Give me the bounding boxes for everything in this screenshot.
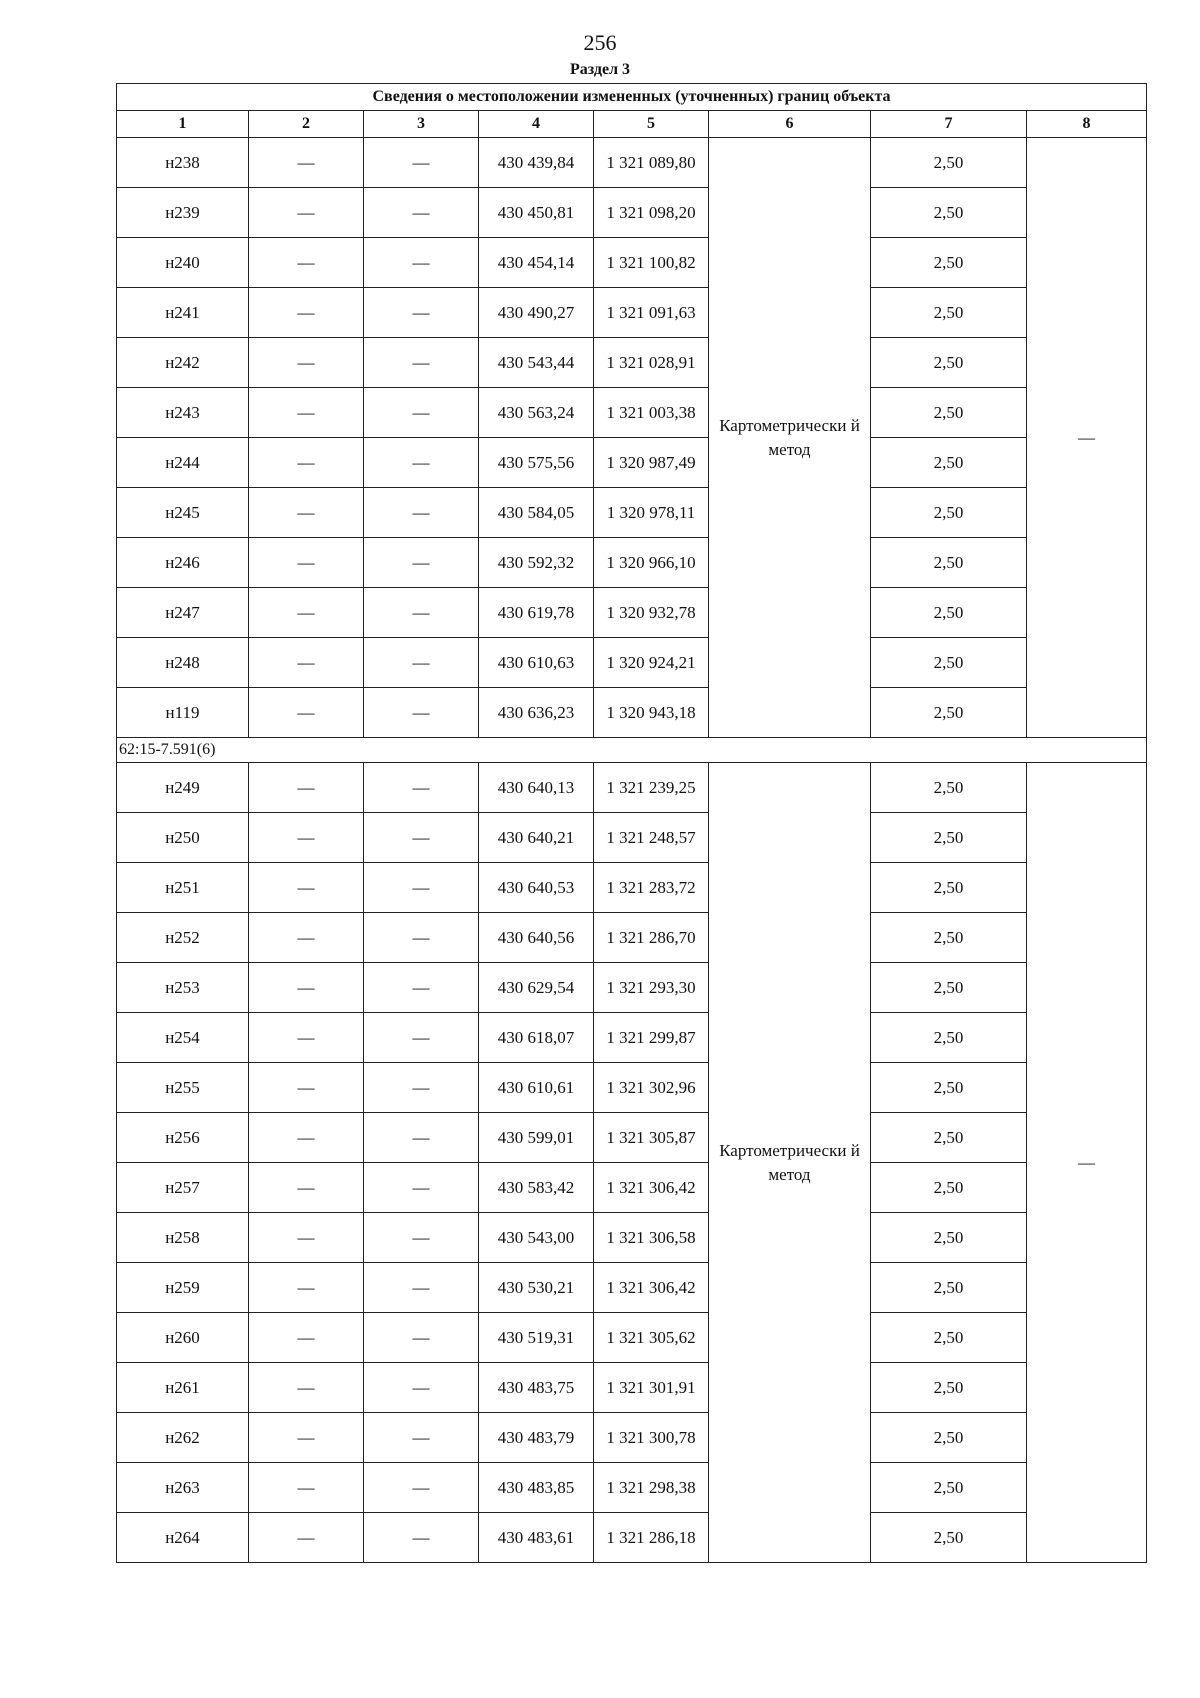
y-coordinate-cell: 1 321 239,25 [594,763,709,813]
x-coordinate-cell: 430 483,79 [479,1413,594,1463]
x-coordinate-cell: 430 599,01 [479,1113,594,1163]
method-cell: Картометрически й метод [709,763,871,1563]
accuracy-cell: 2,50 [871,538,1027,588]
x-coordinate-cell: 430 640,56 [479,913,594,963]
y-coordinate-cell: 1 321 248,57 [594,813,709,863]
column-2-cell: — [249,338,364,388]
column-2-cell: — [249,1413,364,1463]
accuracy-cell: 2,50 [871,588,1027,638]
x-coordinate-cell: 430 454,14 [479,238,594,288]
table-row [117,1513,1147,1563]
accuracy-cell: 2,50 [871,813,1027,863]
x-coordinate-cell: 430 530,21 [479,1263,594,1313]
x-coordinate-cell: 430 629,54 [479,963,594,1013]
accuracy-cell: 2,50 [871,913,1027,963]
section-title: Раздел 3 [569,61,631,78]
accuracy-cell: 2,50 [871,863,1027,913]
column-header: 7 [871,111,1027,138]
y-coordinate-cell: 1 321 028,91 [594,338,709,388]
column-2-cell: — [249,1113,364,1163]
column-2-cell: — [249,1363,364,1413]
x-coordinate-cell: 430 483,85 [479,1463,594,1513]
x-coordinate-cell: 430 610,61 [479,1063,594,1113]
column-3-cell: — [364,138,479,188]
y-coordinate-cell: 1 321 089,80 [594,138,709,188]
point-id-cell: н238 [117,138,249,188]
column-3-cell: — [364,488,479,538]
column-2-cell: — [249,1163,364,1213]
accuracy-cell: 2,50 [871,438,1027,488]
point-id-cell: н264 [117,1513,249,1563]
column-2-cell: — [249,813,364,863]
point-id-cell: н248 [117,638,249,688]
table-row [117,588,1147,638]
point-id-cell: н263 [117,1463,249,1513]
column-3-cell: — [364,388,479,438]
accuracy-cell: 2,50 [871,288,1027,338]
accuracy-cell: 2,50 [871,1413,1027,1463]
column-2-cell: — [249,138,364,188]
column-2-cell: — [249,288,364,338]
column-2-cell: — [249,863,364,913]
table-row [117,288,1147,338]
x-coordinate-cell: 430 583,42 [479,1163,594,1213]
column-3-cell: — [364,1263,479,1313]
point-id-cell: н260 [117,1313,249,1363]
table-row [117,338,1147,388]
point-id-cell: н252 [117,913,249,963]
column-2-cell: — [249,238,364,288]
y-coordinate-cell: 1 321 306,42 [594,1163,709,1213]
table-row [117,238,1147,288]
column-3-cell: — [364,1413,479,1463]
table-row [117,1213,1147,1263]
x-coordinate-cell: 430 543,44 [479,338,594,388]
boundary-table [116,83,1147,1563]
table-row [117,813,1147,863]
y-coordinate-cell: 1 320 978,11 [594,488,709,538]
table-row [117,1363,1147,1413]
column-3-cell: — [364,438,479,488]
accuracy-cell: 2,50 [871,963,1027,1013]
column-2-cell: — [249,1513,364,1563]
y-coordinate-cell: 1 321 286,70 [594,913,709,963]
point-id-cell: н253 [117,963,249,1013]
point-id-cell: н246 [117,538,249,588]
table-row [117,1163,1147,1213]
column-3-cell: — [364,913,479,963]
y-coordinate-cell: 1 321 305,62 [594,1313,709,1363]
x-coordinate-cell: 430 584,05 [479,488,594,538]
column-2-cell: — [249,763,364,813]
y-coordinate-cell: 1 321 306,42 [594,1263,709,1313]
x-coordinate-cell: 430 636,23 [479,688,594,738]
column-3-cell: — [364,338,479,388]
point-id-cell: н247 [117,588,249,638]
x-coordinate-cell: 430 640,21 [479,813,594,863]
point-id-cell: н240 [117,238,249,288]
y-coordinate-cell: 1 321 300,78 [594,1413,709,1463]
method-cell: Картометрически й метод [709,138,871,738]
x-coordinate-cell: 430 490,27 [479,288,594,338]
accuracy-cell: 2,50 [871,188,1027,238]
column-2-cell: — [249,1213,364,1263]
point-id-cell: н262 [117,1413,249,1463]
x-coordinate-cell: 430 563,24 [479,388,594,438]
point-id-cell: н251 [117,863,249,913]
x-coordinate-cell: 430 575,56 [479,438,594,488]
column-2-cell: — [249,1463,364,1513]
accuracy-cell: 2,50 [871,1213,1027,1263]
column-2-cell: — [249,913,364,963]
point-id-cell: н239 [117,188,249,238]
table-row [117,488,1147,538]
accuracy-cell: 2,50 [871,1513,1027,1563]
y-coordinate-cell: 1 320 943,18 [594,688,709,738]
column-header: 3 [364,111,479,138]
column-3-cell: — [364,1063,479,1113]
column-3-cell: — [364,963,479,1013]
column-3-cell: — [364,1313,479,1363]
point-id-cell: н119 [117,688,249,738]
point-id-cell: н257 [117,1163,249,1213]
point-id-cell: н241 [117,288,249,338]
point-id-cell: н242 [117,338,249,388]
table-row [117,1263,1147,1313]
accuracy-cell: 2,50 [871,1263,1027,1313]
accuracy-cell: 2,50 [871,388,1027,438]
accuracy-cell: 2,50 [871,238,1027,288]
column-header: 8 [1027,111,1147,138]
column-3-cell: — [364,763,479,813]
accuracy-cell: 2,50 [871,638,1027,688]
column-2-cell: — [249,963,364,1013]
table-row [117,963,1147,1013]
column-header: 5 [594,111,709,138]
column-header: 4 [479,111,594,138]
accuracy-cell: 2,50 [871,1313,1027,1363]
point-id-cell: н244 [117,438,249,488]
table-row [117,138,1147,188]
y-coordinate-cell: 1 321 283,72 [594,863,709,913]
column-3-cell: — [364,1113,479,1163]
point-id-cell: н255 [117,1063,249,1113]
column-3-cell: — [364,188,479,238]
accuracy-cell: 2,50 [871,338,1027,388]
point-id-cell: н245 [117,488,249,538]
y-coordinate-cell: 1 321 003,38 [594,388,709,438]
table-row [117,188,1147,238]
column-2-cell: — [249,1063,364,1113]
table-row [117,1313,1147,1363]
table-row [117,388,1147,438]
x-coordinate-cell: 430 619,78 [479,588,594,638]
x-coordinate-cell: 430 610,63 [479,638,594,688]
y-coordinate-cell: 1 321 293,30 [594,963,709,1013]
y-coordinate-cell: 1 321 091,63 [594,288,709,338]
accuracy-cell: 2,50 [871,488,1027,538]
accuracy-cell: 2,50 [871,1063,1027,1113]
table-caption: Сведения о местоположении измененных (уточненных) границ объекта [117,84,1147,111]
table-row [117,438,1147,488]
x-coordinate-cell: 430 450,81 [479,188,594,238]
accuracy-cell: 2,50 [871,1163,1027,1213]
column-3-cell: — [364,863,479,913]
accuracy-cell: 2,50 [871,763,1027,813]
column-3-cell: — [364,688,479,738]
point-id-cell: н250 [117,813,249,863]
x-coordinate-cell: 430 640,13 [479,763,594,813]
y-coordinate-cell: 1 320 966,10 [594,538,709,588]
y-coordinate-cell: 1 321 100,82 [594,238,709,288]
column-3-cell: — [364,1213,479,1263]
column-2-cell: — [249,1263,364,1313]
column-8-cell: — [1027,138,1147,738]
column-2-cell: — [249,388,364,438]
column-header: 2 [249,111,364,138]
column-3-cell: — [364,238,479,288]
column-header: 1 [117,111,249,138]
accuracy-cell: 2,50 [871,1113,1027,1163]
table-row [117,1413,1147,1463]
table-row [117,1063,1147,1113]
table-row [117,1463,1147,1513]
y-coordinate-cell: 1 321 301,91 [594,1363,709,1413]
column-2-cell: — [249,188,364,238]
accuracy-cell: 2,50 [871,138,1027,188]
column-3-cell: — [364,1463,479,1513]
column-3-cell: — [364,1163,479,1213]
column-3-cell: — [364,1363,479,1413]
table-row [117,763,1147,813]
y-coordinate-cell: 1 321 305,87 [594,1113,709,1163]
point-id-cell: н243 [117,388,249,438]
column-2-cell: — [249,438,364,488]
column-2-cell: — [249,1313,364,1363]
table-row [117,1013,1147,1063]
point-id-cell: н261 [117,1363,249,1413]
column-2-cell: — [249,688,364,738]
point-id-cell: н259 [117,1263,249,1313]
column-header-row [117,111,1147,138]
table-row [117,638,1147,688]
table-caption-row [117,84,1147,111]
column-2-cell: — [249,638,364,688]
accuracy-cell: 2,50 [871,1463,1027,1513]
column-2-cell: — [249,538,364,588]
column-2-cell: — [249,488,364,538]
x-coordinate-cell: 430 592,32 [479,538,594,588]
column-header: 6 [709,111,871,138]
table-row [117,913,1147,963]
x-coordinate-cell: 430 519,31 [479,1313,594,1363]
point-id-cell: н254 [117,1013,249,1063]
x-coordinate-cell: 430 483,75 [479,1363,594,1413]
column-2-cell: — [249,588,364,638]
point-id-cell: н249 [117,763,249,813]
column-2-cell: — [249,1013,364,1063]
y-coordinate-cell: 1 321 299,87 [594,1013,709,1063]
parcel-label: 62:15-7.591(6) [117,738,1147,763]
accuracy-cell: 2,50 [871,1363,1027,1413]
y-coordinate-cell: 1 321 098,20 [594,188,709,238]
table-row [117,538,1147,588]
column-3-cell: — [364,813,479,863]
accuracy-cell: 2,50 [871,1013,1027,1063]
y-coordinate-cell: 1 321 286,18 [594,1513,709,1563]
column-3-cell: — [364,638,479,688]
column-3-cell: — [364,288,479,338]
column-3-cell: — [364,538,479,588]
y-coordinate-cell: 1 321 306,58 [594,1213,709,1263]
table-row [117,863,1147,913]
x-coordinate-cell: 430 439,84 [479,138,594,188]
point-id-cell: н258 [117,1213,249,1263]
group-row [117,738,1147,763]
y-coordinate-cell: 1 320 932,78 [594,588,709,638]
x-coordinate-cell: 430 640,53 [479,863,594,913]
x-coordinate-cell: 430 543,00 [479,1213,594,1263]
y-coordinate-cell: 1 320 924,21 [594,638,709,688]
table-row [117,688,1147,738]
y-coordinate-cell: 1 321 298,38 [594,1463,709,1513]
column-8-cell: — [1027,763,1147,1563]
table-row [117,1113,1147,1163]
column-3-cell: — [364,1513,479,1563]
x-coordinate-cell: 430 618,07 [479,1013,594,1063]
page-number: 256 [583,30,617,55]
accuracy-cell: 2,50 [871,688,1027,738]
x-coordinate-cell: 430 483,61 [479,1513,594,1563]
y-coordinate-cell: 1 321 302,96 [594,1063,709,1113]
column-3-cell: — [364,588,479,638]
point-id-cell: н256 [117,1113,249,1163]
y-coordinate-cell: 1 320 987,49 [594,438,709,488]
column-3-cell: — [364,1013,479,1063]
